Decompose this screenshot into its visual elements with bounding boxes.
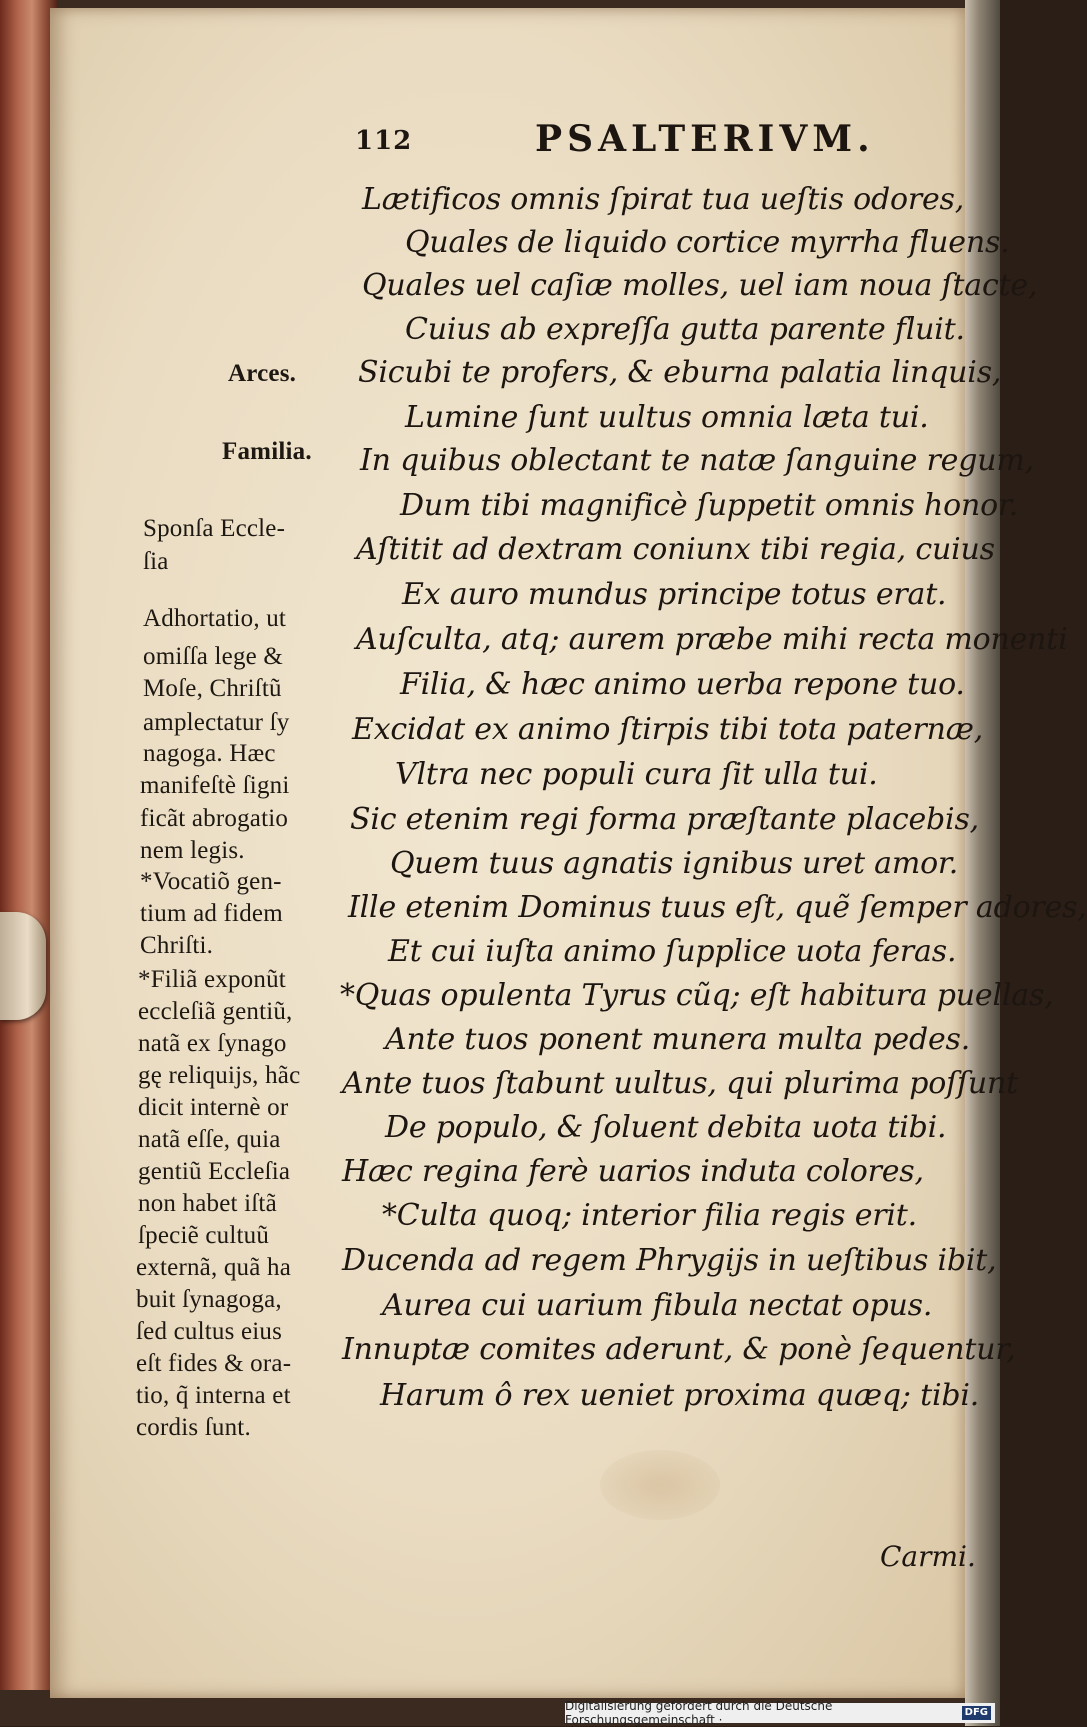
gloss-line: dicit internè or xyxy=(138,1094,289,1121)
verse-line: Vltra nec populi cura ſit ulla tui. xyxy=(395,757,878,792)
digitization-footer xyxy=(565,1699,995,1727)
catchword: Carmi. xyxy=(880,1540,976,1573)
verse-line: Dum tibi magnificè ſuppetit omnis honor. xyxy=(400,488,1019,523)
gloss-line: amplectatur ſy xyxy=(143,709,290,736)
gloss-line: ſed cultus eius xyxy=(136,1318,283,1345)
gloss-line: gę reliquijs, hãc xyxy=(138,1062,301,1089)
gloss-line: ficãt abrogatio xyxy=(140,805,289,832)
gloss-line: externã, quã ha xyxy=(136,1254,292,1281)
gloss-line: Moſe, Chriſtũ xyxy=(143,675,282,702)
verse-line: Ex auro mundus principe totus erat. xyxy=(402,577,947,612)
gloss-line: Familia. xyxy=(222,438,312,465)
gloss-line: Sponſa Eccle- xyxy=(143,515,286,542)
gloss-line: tio, q̃ interna et xyxy=(136,1382,291,1409)
running-title: PSALTERIVM. xyxy=(535,118,875,160)
gloss-line: non habet iſtã xyxy=(138,1190,277,1217)
gloss-line: ſia xyxy=(143,548,169,575)
verse-line: Excidat ex animo ſtirpis tibi tota paternæ, xyxy=(352,712,984,747)
gloss-line: nagoga. Hæc xyxy=(143,740,276,767)
verse-line: Harum ô rex ueniet proxima quæq; tibi. xyxy=(380,1378,980,1413)
verse-line: *Quas opulenta Tyrus cũq; eſt habitura puellas, xyxy=(340,978,1054,1013)
verse-line: In quibus oblectant te natæ ſanguine regum, xyxy=(360,443,1034,478)
verse-line: Hæc regina ferè uarios induta colores, xyxy=(342,1154,924,1189)
verse-line: Aurea cui uarium fibula nectat opus. xyxy=(382,1288,933,1323)
verse-line: Quales uel caſiæ molles, uel iam noua ſtacte, xyxy=(362,268,1038,303)
gloss-line: buit ſynagoga, xyxy=(136,1286,282,1313)
verse-line: Quem tuus agnatis ignibus uret amor. xyxy=(390,846,959,881)
verse-line: Ante tuos ponent munera multa pedes. xyxy=(385,1022,971,1057)
gloss-line: nem legis. xyxy=(140,837,245,864)
verse-line: Ducenda ad regem Phrygijs in ueſtibus ibit, xyxy=(342,1243,997,1278)
verse-line: *Culta quoq; interior filia regis erit. xyxy=(382,1198,917,1233)
verse-line: Lumine ſunt uultus omnia læta tui. xyxy=(405,400,929,435)
verse-line: Ille etenim Dominus tuus eſt, quẽ ſemper adores, xyxy=(348,890,1087,925)
book-clasp xyxy=(0,912,46,1020)
gloss-line: eſt fides & ora- xyxy=(136,1350,292,1377)
verse-line: Aſtitit ad dextram coniunx tibi regia, cuius xyxy=(356,532,995,567)
gloss-line: Chriſti. xyxy=(140,932,214,959)
gloss-line: tium ad fidem xyxy=(140,900,283,927)
paper-stain xyxy=(600,1450,720,1520)
gloss-line: Adhortatio, ut xyxy=(143,605,287,632)
verse-line: Sicubi te profers, & eburna palatia linquis, xyxy=(358,355,1002,390)
gloss-line: gentiũ Eccleſia xyxy=(138,1158,291,1185)
page-number: 112 xyxy=(355,126,413,156)
verse-line: Innuptæ comites aderunt, & ponè ſequentur, xyxy=(342,1332,1016,1367)
verse-line: Ante tuos ſtabunt uultus, qui plurima poſſunt xyxy=(342,1066,1019,1101)
verse-line: Quales de liquido cortice myrrha fluens. xyxy=(405,225,1010,260)
verse-line: Filia, & hæc animo uerba repone tuo. xyxy=(400,667,965,702)
verse-line: Auſculta, atq; aurem præbe mihi recta monenti xyxy=(356,622,1068,657)
gloss-line: natã ex ſynago xyxy=(138,1030,287,1057)
gloss-line: eccleſiã gentiũ, xyxy=(138,998,293,1025)
dfg-logo: DFG xyxy=(962,1706,991,1720)
gloss-line: natã eſſe, quia xyxy=(138,1126,281,1153)
footer-credit: Digitalisierung gefördert durch die Deutsche Forschungsgemeinschaft · xyxy=(565,1699,833,1727)
verse-line: Et cui iuſta animo ſupplice uota feras. xyxy=(388,934,957,969)
gloss-line: ſpeciẽ cultuũ xyxy=(138,1222,270,1249)
gloss-line: cordis ſunt. xyxy=(136,1414,251,1441)
gloss-line: *Vocatiõ gen- xyxy=(140,868,282,895)
gloss-line: *Filiã exponũt xyxy=(138,966,286,993)
gloss-line: manifeſtè ſigni xyxy=(140,772,290,799)
verse-line: De populo, & ſoluent debita uota tibi. xyxy=(385,1110,947,1145)
verse-line: Cuius ab expreſſa gutta parente fluit. xyxy=(405,312,965,347)
page-header xyxy=(355,118,875,168)
verse-line: Sic etenim regi forma præſtante placebis, xyxy=(350,802,979,837)
gloss-line: Arces. xyxy=(228,360,297,387)
gloss-line: omiſſa lege & xyxy=(143,643,284,670)
verse-line: Lætificos omnis ſpirat tua ueſtis odores, xyxy=(362,182,965,217)
